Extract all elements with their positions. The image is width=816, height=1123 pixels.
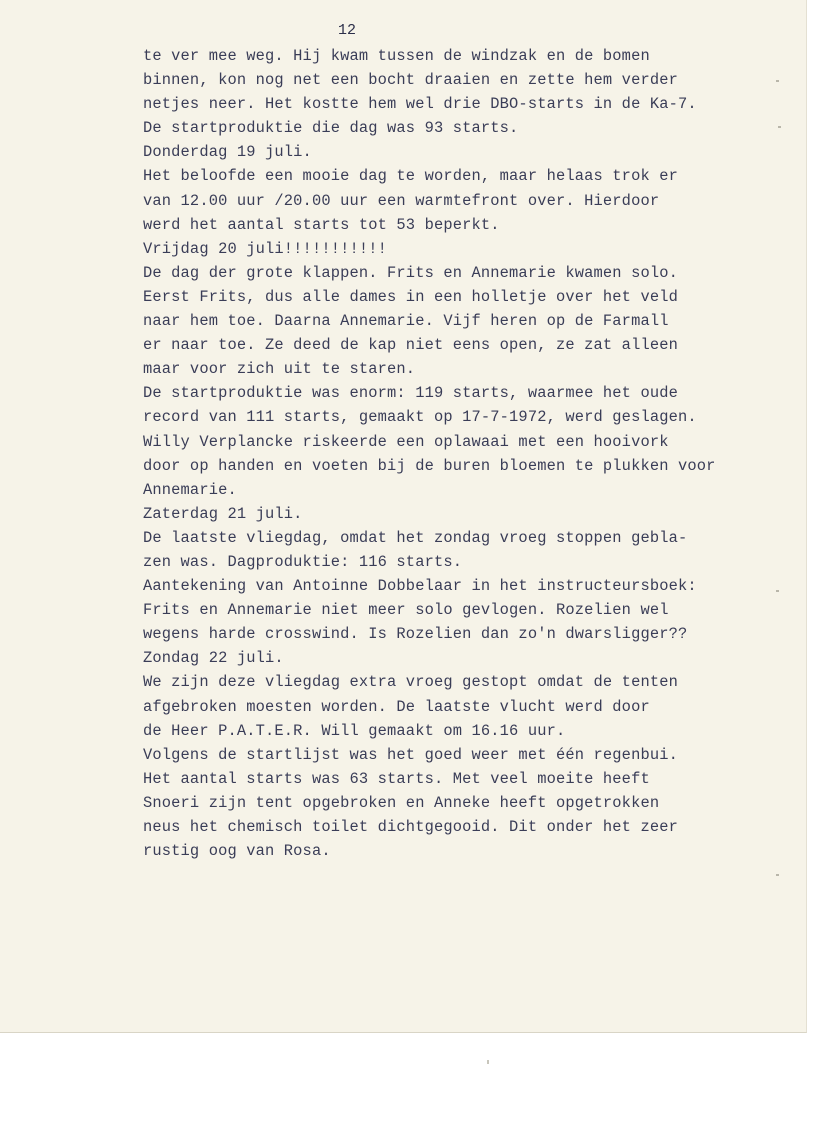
text-line: er naar toe. Ze deed de kap niet eens open, ze zat alleen (143, 336, 678, 355)
text-line: De startproduktie was enorm: 119 starts, waarmee het oude (143, 384, 678, 403)
text-line: te ver mee weg. Hij kwam tussen de windzak en de bomen (143, 47, 650, 65)
text-line: Annemarie. (143, 480, 237, 499)
text-line: maar voor zich uit te staren. (143, 360, 416, 379)
paper-speck (487, 1060, 489, 1064)
typewritten-text (143, 44, 793, 863)
text-line: De startproduktie die dag was 93 starts. (143, 119, 519, 138)
text-line: Vrijdag 20 juli!!!!!!!!!!! (143, 239, 388, 258)
text-line: van 12.00 uur /20.00 uur een warmtefront over. Hierdoor (143, 191, 660, 210)
paper-speck (778, 126, 781, 128)
text-line: De dag der grote klappen. Frits en Annemarie kwamen solo. (143, 263, 678, 282)
text-line: Snoeri zijn tent opgebroken en Anneke heeft opgetrokken (143, 793, 660, 812)
text-line: naar hem toe. Daarna Annemarie. Vijf heren op de Farmall (143, 312, 669, 331)
text-line: door op handen en voeten bij de buren bloemen te plukken voor (143, 456, 716, 475)
text-line: Frits en Annemarie niet meer solo gevlogen. Rozelien wel (143, 601, 669, 620)
paper-speck (776, 874, 779, 876)
text-line: Zaterdag 21 juli. (143, 504, 303, 523)
text-line: werd het aantal starts tot 53 beperkt. (143, 215, 500, 234)
text-line: rustig oog van Rosa. (143, 842, 331, 861)
text-line: de Heer P.A.T.E.R. Will gemaakt om 16.16 uur. (143, 721, 566, 740)
text-line: Het beloofde een mooie dag te worden, maar helaas trok er (143, 167, 678, 186)
text-line: De laatste vliegdag, omdat het zondag vroeg stoppen gebla- (143, 528, 688, 547)
text-line: afgebroken moesten worden. De laatste vlucht werd door (143, 697, 650, 716)
text-line: Eerst Frits, dus alle dames in een holletje over het veld (143, 287, 678, 306)
text-line: Aantekening van Antoinne Dobbelaar in het instructeursboek: (143, 577, 697, 596)
text-line: neus het chemisch toilet dichtgegooid. Dit onder het zeer (143, 818, 678, 836)
text-line: netjes neer. Het kostte hem wel drie DBO-starts in de Ka-7. (143, 95, 697, 114)
page-number: 12 (338, 22, 357, 39)
text-line: Donderdag 19 juli. (143, 143, 312, 162)
text-line: We zijn deze vliegdag extra vroeg gestopt omdat de tenten (143, 673, 678, 692)
text-line: zen was. Dagproduktie: 116 starts. (143, 552, 463, 571)
text-line: wegens harde crosswind. Is Rozelien dan zo'n dwarsligger?? (143, 625, 688, 644)
paper-speck (776, 590, 779, 592)
text-line: binnen, kon nog net een bocht draaien en zette hem verder (143, 71, 678, 90)
text-line: Zondag 22 juli. (143, 649, 284, 668)
text-line: Het aantal starts was 63 starts. Met veel moeite heeft (143, 769, 650, 788)
text-line: Willy Verplancke riskeerde een oplawaai met een hooivork (143, 432, 669, 451)
text-line: record van 111 starts, gemaakt op 17-7-1972, werd geslagen. (143, 408, 697, 427)
text-line: Volgens de startlijst was het goed weer met één regenbui. (143, 745, 678, 764)
paper-speck (776, 80, 779, 82)
